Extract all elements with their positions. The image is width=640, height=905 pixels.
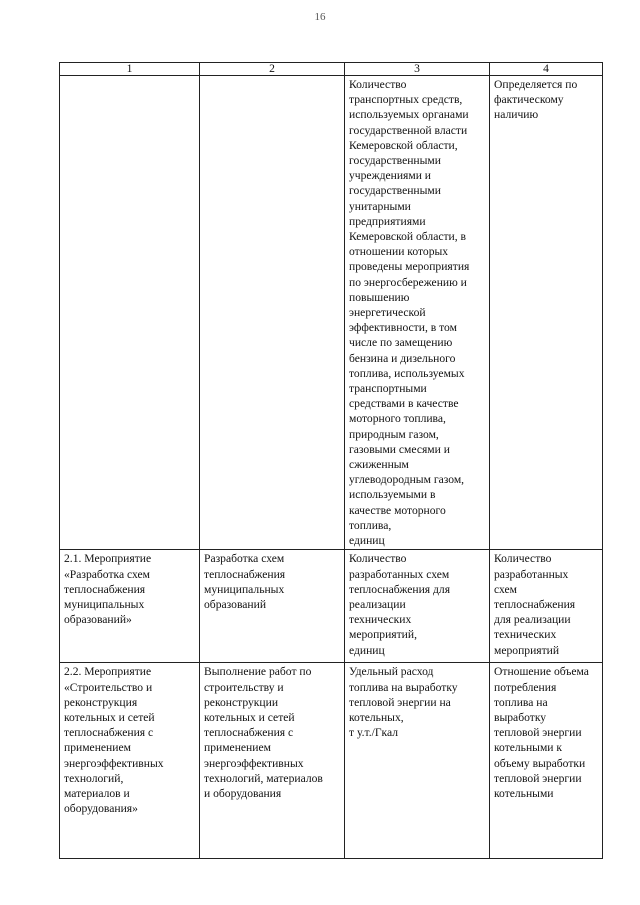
table-row [60, 76, 603, 550]
description-cell: Разработка схем теплоснабжения муниципальных образований [200, 550, 345, 663]
indicator-cell: Удельный расход топлива на выработку тепловой энергии на котельных, т у.т./Гкал [345, 663, 490, 859]
table-cell [200, 76, 345, 550]
indicator-cell: Количество транспортных средств, используемых органами государственной власти Кемеровской области, государственными учреждениями и государственными унитарными предприятиями Кемеровской области, в отношении которых проведены мероприятия по энергосбережению и повышению энергетической эффективности, в том числе по замещению бензина и дизельного топлива, используемых транспортными средствами в качестве моторного топлива, природным газом, газовыми смесями и сжиженным углеводородным газом, используемыми в качестве моторного топлива, единиц [345, 76, 490, 550]
column-header-2: 2 [200, 63, 345, 76]
table-cell [60, 76, 200, 550]
description-cell: Выполнение работ по строительству и реконструкции котельных и сетей теплоснабжения с применением энергоэффективных технологий, материалов и оборудования [200, 663, 345, 859]
measure-cell: 2.2. Мероприятие «Строительство и реконструкция котельных и сетей теплоснабжения с применением энергоэффективных технологий, материалов и оборудования» [60, 663, 200, 859]
method-cell: Определяется по фактическому наличию [490, 76, 603, 550]
method-cell: Отношение объема потребления топлива на выработку тепловой энергии котельными к объему выработки тепловой энергии котельными [490, 663, 603, 859]
column-header-4: 4 [490, 63, 603, 76]
table-row [60, 550, 603, 663]
page-number: 16 [314, 11, 326, 23]
table-row [60, 663, 603, 859]
column-header-1: 1 [60, 63, 200, 76]
table-header-row [60, 63, 603, 76]
indicator-cell: Количество разработанных схем теплоснабжения для реализации технических мероприятий, единиц [345, 550, 490, 663]
method-cell: Количество разработанных схем теплоснабжения для реализации технических мероприятий [490, 550, 603, 663]
measure-cell: 2.1. Мероприятие «Разработка схем теплоснабжения муниципальных образований» [60, 550, 200, 663]
column-header-3: 3 [345, 63, 490, 76]
document-table [59, 62, 603, 859]
